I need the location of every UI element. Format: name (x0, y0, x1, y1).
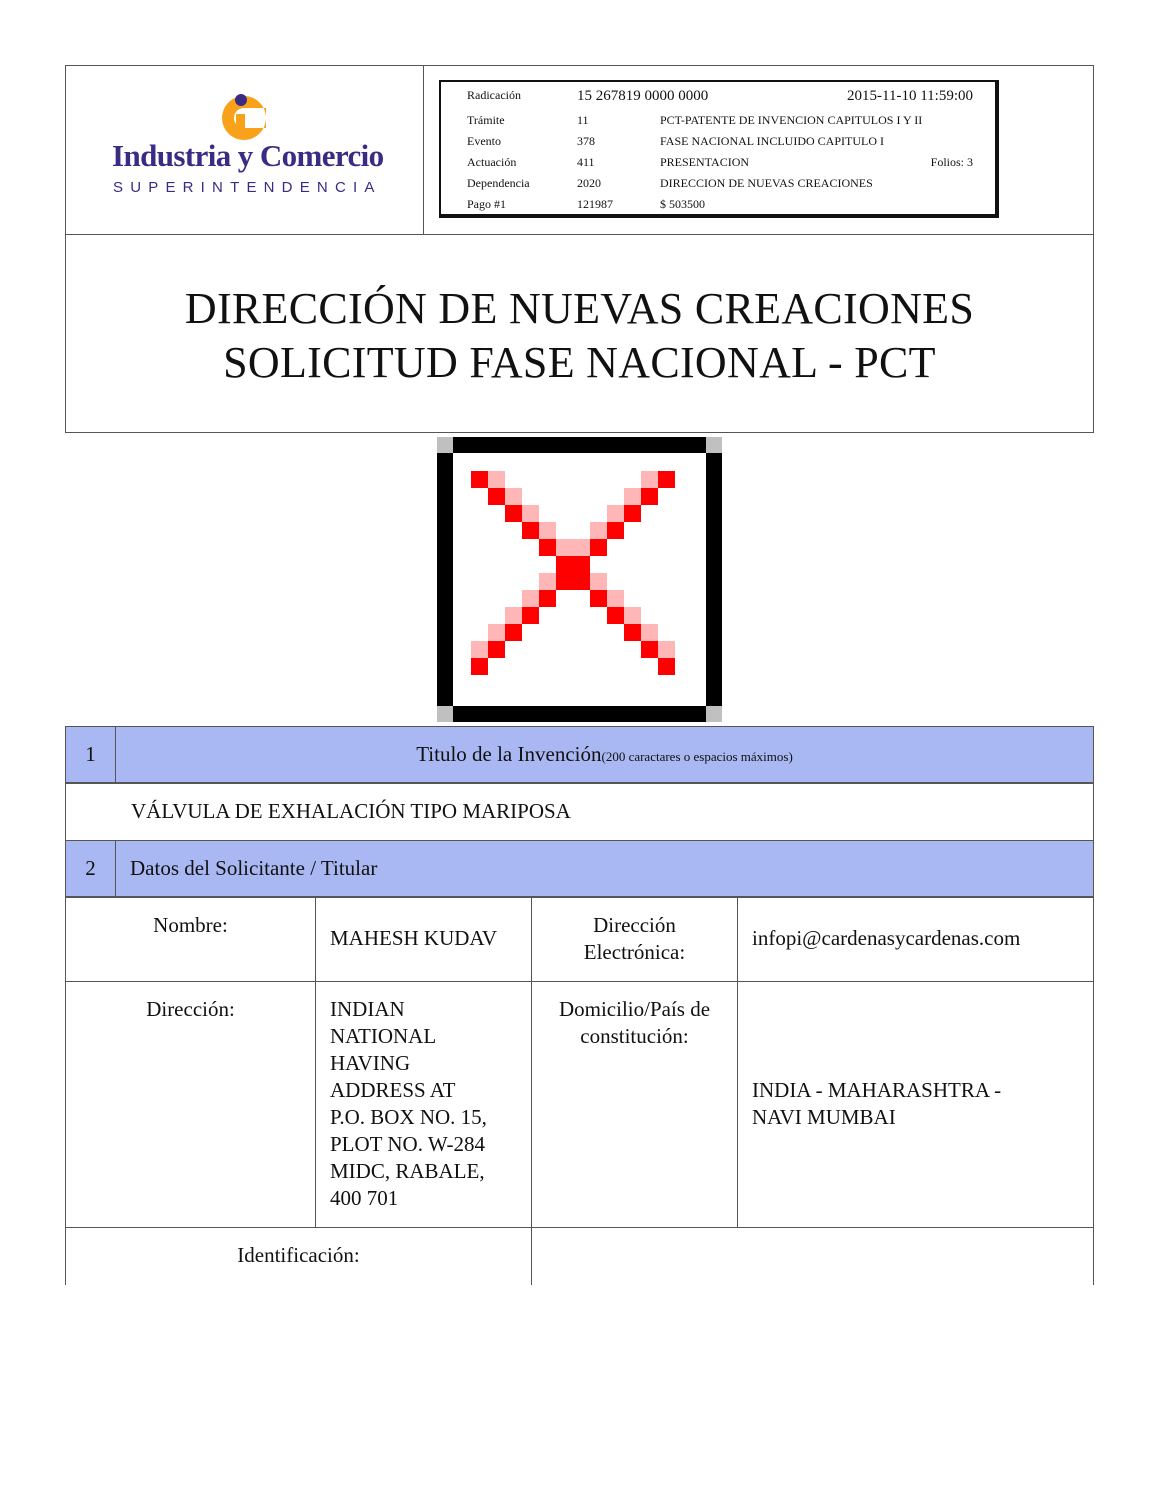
direccion-line: HAVING (330, 1051, 411, 1075)
section-number: 2 (66, 841, 116, 896)
section-number: 1 (66, 727, 116, 782)
direccion-line: P.O. BOX NO. 15, (330, 1105, 487, 1129)
filing-stamp (439, 80, 999, 218)
broken-image-icon (437, 437, 722, 722)
stamp-code: 121987 (577, 197, 613, 211)
stamp-label: Actuación (467, 155, 517, 169)
direccion-label-cell (65, 981, 316, 1228)
direccion-line: INDIAN (330, 997, 405, 1021)
nombre-value: MAHESH KUDAV (330, 926, 498, 950)
email-field[interactable] (737, 897, 1094, 982)
domicilio-line: NAVI MUMBAI (752, 1105, 896, 1129)
stamp-label: Pago #1 (467, 197, 506, 211)
direccion-line: 400 701 (330, 1186, 399, 1210)
stamp-code: 11 (577, 113, 589, 127)
section-title (116, 727, 1093, 784)
direccion-label: Dirección: (146, 997, 235, 1021)
invention-title-value: VÁLVULA DE EXHALACIÓN TIPO MARIPOSA (131, 799, 571, 823)
stamp-row-tramite (441, 113, 995, 133)
direccion-line: PLOT NO. W-284 (330, 1132, 485, 1156)
stamp-row-evento (441, 134, 995, 154)
stamp-amount: $ 503500 (660, 197, 705, 211)
document-header (65, 65, 1094, 433)
direccion-field[interactable] (315, 981, 532, 1228)
identificacion-label-cell (65, 1227, 532, 1285)
stamp-label: Dependencia (467, 176, 530, 190)
direccion-line: MIDC, RABALE, (330, 1159, 485, 1183)
domicilio-label-cell (531, 981, 738, 1228)
stamp-text: DIRECCION DE NUEVAS CREACIONES (660, 176, 873, 190)
invention-title-field[interactable] (65, 783, 1094, 841)
stamp-code: 2020 (577, 176, 601, 190)
identificacion-field[interactable] (531, 1227, 1094, 1285)
email-value: infopi@cardenasycardenas.com (752, 926, 1021, 950)
section-2-header (65, 840, 1094, 897)
email-label-line-2: Electrónica: (583, 940, 686, 964)
stamp-datetime: 2015-11-10 11:59:00 (847, 88, 973, 104)
logo-name: Industria y Comercio (112, 138, 384, 173)
stamp-row-pago (441, 197, 995, 217)
stamp-text: PRESENTACION (660, 155, 750, 169)
stamp-row-actuacion (441, 155, 995, 175)
section-1-header (65, 726, 1094, 783)
domicilio-label-line-2: constitución: (580, 1024, 689, 1048)
domicilio-line: INDIA - MAHARASHTRA - (752, 1078, 1002, 1102)
title-line-1: DIRECCIÓN DE NUEVAS CREACIONES (184, 284, 975, 333)
stamp-folios: Folios: 3 (930, 155, 973, 169)
application-form (65, 726, 1094, 1286)
sic-logo-icon (214, 88, 274, 144)
stamp-text: PCT-PATENTE DE INVENCION CAPITULOS I Y II (660, 113, 923, 127)
section-title: Datos del Solicitante / Titular (130, 856, 378, 880)
domicilio-field[interactable] (737, 981, 1094, 1228)
direccion-line: NATIONAL (330, 1024, 437, 1048)
section-title-note: (200 caractares o espacios máximos) (601, 749, 793, 764)
logo-cell (66, 66, 424, 234)
stamp-code: 15 267819 0000 0000 (577, 88, 709, 104)
direccion-line: ADDRESS AT (330, 1078, 456, 1102)
stamp-row-dependencia (441, 176, 995, 196)
stamp-label: Radicación (467, 88, 521, 102)
email-label-cell (531, 897, 738, 982)
domicilio-label-line-1: Domicilio/País de (558, 997, 711, 1021)
nombre-label: Nombre: (153, 913, 228, 937)
stamp-label: Evento (467, 134, 501, 148)
title-line-2: SOLICITUD FASE NACIONAL - PCT (223, 338, 936, 387)
stamp-code: 411 (577, 155, 595, 169)
nombre-label-cell (65, 897, 316, 982)
stamp-code: 378 (577, 134, 595, 148)
nombre-field[interactable] (315, 897, 532, 982)
stamp-text: FASE NACIONAL INCLUIDO CAPITULO I (660, 134, 884, 148)
email-label-line-1: Dirección (593, 913, 676, 937)
identificacion-label: Identificación: (237, 1243, 360, 1267)
document-title (66, 234, 1093, 433)
section-title-text: Titulo de la Invención (416, 742, 602, 766)
stamp-label: Trámite (467, 113, 505, 127)
stamp-row-radicacion (441, 88, 995, 108)
logo-subtitle: SUPERINTENDENCIA (113, 179, 382, 196)
